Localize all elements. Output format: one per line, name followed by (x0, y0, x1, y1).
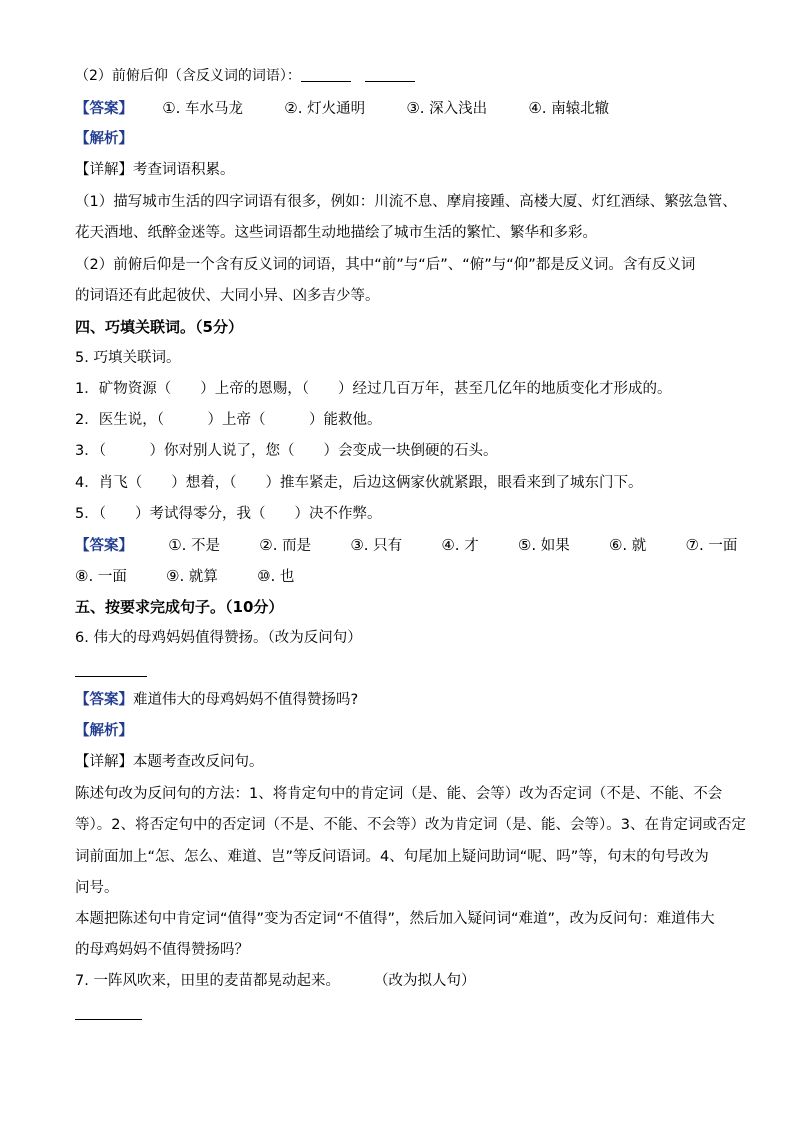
detail-label: 【详解】 (75, 754, 133, 770)
answer-option: ④. 才 (441, 536, 479, 554)
section-heading: 五、按要求完成句子。（10分） (75, 598, 284, 616)
question-item: 4．肖飞（ ）想着，（ ）推车紧走，后边这俩家伙就紧跟，眼看来到了城东门下。 (75, 475, 643, 491)
answer-option: ⑤. 如果 (517, 536, 570, 554)
question-item: 5．（ ）考试得零分，我（ ）决不作弊。 (75, 506, 382, 522)
answer-blank[interactable] (75, 676, 147, 677)
answer-blank[interactable] (75, 1019, 142, 1020)
question-text: 7. 一阵风吹来，田里的麦苗都晃动起来。 (75, 973, 340, 989)
answer-label: 【答案】 (75, 538, 133, 554)
question-item: 2．医生说，（ ）上帝（ ）能救他。 (75, 412, 382, 428)
paragraph-line: 陈述句改为反问句的方法：1、将肯定句中的肯定词（是、能、会等）改为否定词（不是、不能、不会 (75, 786, 723, 802)
answer-blank[interactable] (301, 67, 351, 82)
paragraph-line: 的母鸡妈妈不值得赞扬吗？ (75, 942, 249, 958)
paragraph-line: 本题把陈述句中肯定词“值得”变为否定词“不值得”，然后加入疑问词“难道”，改为反问句：难道伟大 (75, 911, 715, 927)
paragraph-line: （2）前俯后仰是一个含有反义词的词语，其中“前”与“后”、“俯”与“仰”都是反义词。含有反义词 (75, 257, 696, 273)
answer-label: 【答案】 (75, 101, 133, 117)
answer-line (75, 535, 737, 556)
answer-option: ③. 只有 (350, 536, 403, 554)
paragraph-line: 的词语还有此起彼伏、大同小异、凶多吉少等。 (75, 288, 380, 304)
question-6: 6. 伟大的母鸡妈妈值得赞扬。（改为反问句） (75, 630, 362, 646)
answer-line (75, 566, 294, 587)
question-hint: （改为拟人句） (373, 973, 476, 989)
analysis-label: 【解析】 (75, 131, 133, 147)
answer-option: ⑨. 就算 (166, 567, 218, 585)
section-heading: 四、巧填关联词。（5分） (75, 318, 243, 336)
answer-option: ③. 深入浅出 (406, 99, 488, 117)
question-item: 1．矿物资源（ ）上帝的恩赐，（ ）经过几百万年，甚至几亿年的地质变化才形成的。 (75, 381, 672, 397)
answer-option: ⑦. 一面 (685, 536, 738, 554)
answer-option: ④. 南辕北辙 (528, 99, 610, 117)
paragraph-line: 词前面加上“怎、怎么、难道、岂”等反问语词。4、句尾加上疑问助词“呢、吗”等，句末的句号改为 (75, 849, 709, 865)
answer-option: ①. 车水马龙 (162, 99, 244, 117)
paragraph-line: 花天酒地、纸醉金迷等。这些词语都生动地描绘了城市生活的繁忙、繁华和多彩。 (75, 225, 597, 241)
detail-text: 本题考查改反问句。 (133, 754, 264, 770)
detail-line (75, 160, 235, 180)
answer-line (75, 98, 609, 119)
paragraph-line: 问号。 (75, 880, 119, 896)
answer-option: ⑥. 就 (608, 536, 647, 554)
answer-option: ⑩. 也 (257, 567, 295, 585)
question-title: 5. 巧填关联词。 (75, 350, 181, 366)
answer-label: 【答案】 (75, 692, 133, 708)
answer-blank[interactable] (365, 67, 415, 82)
answer-line (75, 690, 358, 710)
answer-option: ②. 而是 (259, 536, 312, 554)
detail-text: 考查词语积累。 (133, 162, 235, 178)
answer-option: ①. 不是 (168, 536, 221, 554)
question-item: 3．（ ）你对别人说了，您（ ）会变成一块倒硬的石头。 (75, 443, 498, 459)
question-7 (75, 971, 475, 991)
analysis-label: 【解析】 (75, 723, 133, 739)
answer-text: 难道伟大的母鸡妈妈不值得赞扬吗? (133, 692, 359, 708)
paragraph-line: 等）。2、将否定句中的否定词（不是、不能、不会等）改为肯定词（是、能、会等）。3、在肯定词或否定 (75, 817, 746, 833)
answer-option: ②. 灯火通明 (284, 99, 366, 117)
detail-line (75, 752, 264, 772)
answer-option: ⑧. 一面 (75, 567, 127, 585)
paragraph-line: （1）描写城市生活的四字词语有很多，例如：川流不息、摩肩接踵、高楼大厦、灯红酒绿、繁弦急管、 (75, 194, 737, 210)
question-phrase-2 (75, 66, 415, 86)
question-text: （2）前俯后仰（含反义词的词语）： (75, 68, 301, 84)
detail-label: 【详解】 (75, 162, 133, 178)
